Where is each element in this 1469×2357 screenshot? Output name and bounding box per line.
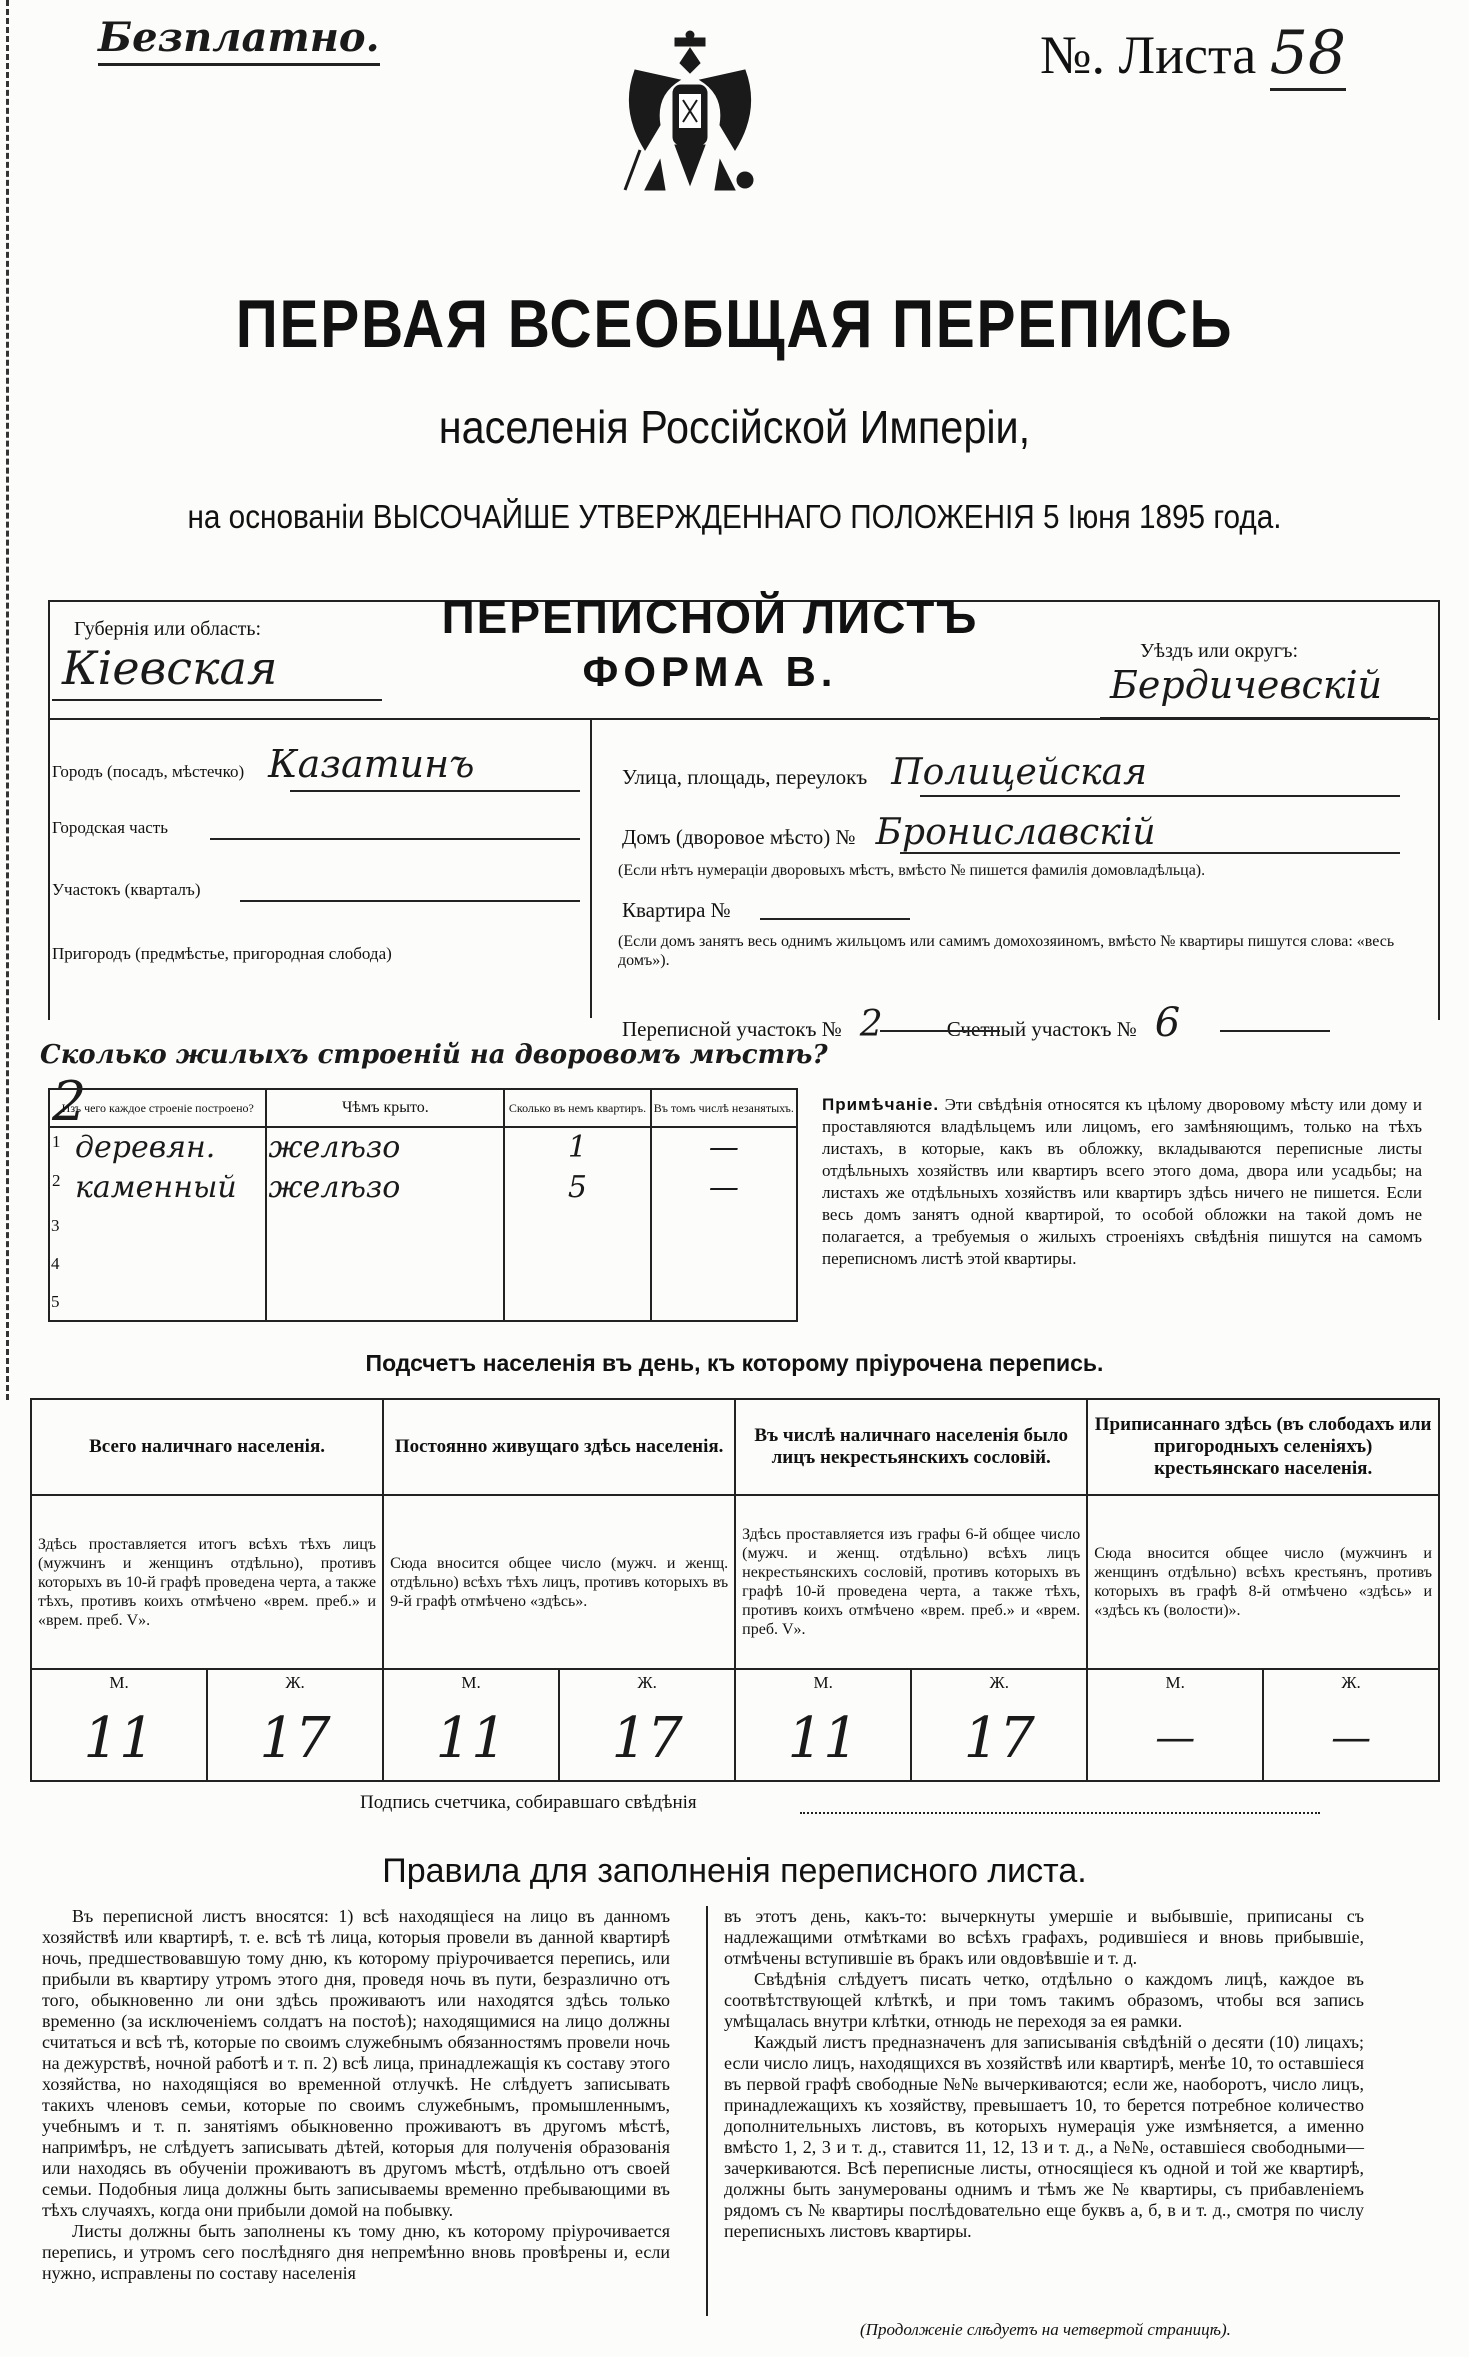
chast-row[interactable] <box>52 818 582 838</box>
table-row <box>49 1245 797 1283</box>
bt-material: деревян. <box>75 1130 216 1165</box>
bt-header-apartments: Сколько въ немъ квартиръ. <box>504 1089 650 1127</box>
bt-material-cell <box>49 1207 266 1245</box>
rules-right-p2: Свѣдѣнія слѣдуетъ писать четко, отдѣльно о каждомъ лицѣ, каждое въ соотвѣтствующей клѣткѣ, и при томъ такимъ образомъ, чтобы вся запись умѣщалась внутри клѣтки, отнюдь не переходя за ея рамки. <box>724 1969 1364 2031</box>
count-title: Подсчетъ населенія въ день, къ которому пріурочена перепись. <box>365 1350 1104 1376</box>
bt-row-number: 2 <box>52 1171 61 1190</box>
count-total-m: 11 <box>32 1696 207 1780</box>
dom-underline <box>900 852 1400 854</box>
count-values-cell <box>735 1669 1087 1781</box>
bt-apts: 5 <box>567 1169 588 1205</box>
form-title-line2: ФОРМА В. <box>582 648 838 695</box>
count-head-cell <box>383 1399 735 1495</box>
bt-roof-cell <box>266 1207 504 1245</box>
count-zh-label: Ж. <box>1341 1673 1361 1692</box>
count-desc-cell <box>1087 1495 1439 1669</box>
ulica-underline <box>920 795 1400 797</box>
count-permanent-m: 11 <box>384 1696 559 1780</box>
table-row <box>49 1127 797 1167</box>
gorod-value: Казатинъ <box>268 742 475 786</box>
dom-row[interactable] <box>622 812 1422 853</box>
imperial-eagle-emblem <box>615 30 765 215</box>
dom-note: (Если нѣтъ нумераціи дворовыхъ мѣстъ, вмѣсто № пишется фамилія домовладѣльца). <box>618 862 1206 879</box>
count-desc-total: Здѣсь проставляется итогъ всѣхъ тѣхъ лицъ (мужчинъ и женщинъ отдѣльно), противъ которыхъ въ 10-й графѣ проведена черта, а также тѣхъ, противъ коихъ отмѣчено «врем. преб.» и «врем. преб. V». <box>38 1535 377 1629</box>
buildings-table <box>48 1088 798 1322</box>
buildings-label: Сколько жилыхъ строеній на дворовомъ мѣстѣ? <box>40 1040 828 1070</box>
uchastok-underline <box>240 900 580 902</box>
count-head-peasant: Приписаннаго здѣсь (въ слободахъ или пригородныхъ селеніяхъ) крестьянскаго населенія. <box>1094 1414 1432 1479</box>
gorod-row[interactable] <box>52 742 582 786</box>
sheet-number-value: 58 <box>1270 18 1346 91</box>
bt-material: каменный <box>75 1169 237 1205</box>
rules-title: Правила для заполненія переписного листа. <box>382 1852 1087 1890</box>
rules-right-p3: Каждый листъ предназначенъ для записыванія свѣдѣній о десяти (10) лицахъ; если число лицъ, находящихся въ хозяйствѣ или квартирѣ, менѣе 10, то оставшіеся въ первой графѣ свободные №№ вычеркиваются; если же, наоборотъ, число лицъ, принадлежащихъ къ хозяйству, превышаетъ 10, то берется потребное количество дополнительныхъ листовъ, въ которыхъ нумерація уже измѣняется, а именно вмѣсто 1, 2, 3 и т. д., ставится 11, 12, 13 и т. д., а №№, оставшіеся свободными—зачеркиваются. Всѣ переписные листы, относящіеся къ одной и той же квартирѣ, должны быть занумерованы однимъ и тѣмъ же № квартиры, съ прибавленіемъ рядомъ съ № квартиры послѣдовательно еще буквъ а, б, в и т. д., смотря по числу переписныхъ листовъ квартиры. <box>724 2032 1364 2241</box>
bt-empty-cell <box>651 1283 797 1321</box>
bt-material-cell <box>49 1245 266 1283</box>
count-table <box>30 1398 1440 1782</box>
form-title <box>400 590 1020 696</box>
count-desc-nonpeasant: Здѣсь проставляется изъ графы 6-й общее число (мужч. и женщ. отдѣльно) всѣхъ лицъ некрестьянскихъ сословій, противъ которыхъ въ графѣ 10-й проведена черта, а также тѣхъ, противъ коихъ отмѣчено «врем. преб.» и «врем. преб. V». <box>742 1526 1081 1638</box>
count-values-cell <box>383 1669 735 1781</box>
count-peasant-m: — <box>1088 1696 1263 1780</box>
count-zh-label: Ж. <box>285 1673 305 1692</box>
bt-empty-cell <box>651 1127 797 1167</box>
count-head-cell <box>1087 1399 1439 1495</box>
count-head-cell <box>31 1399 383 1495</box>
gorod-underline <box>290 790 580 792</box>
signature-row[interactable] <box>360 1792 1360 1814</box>
uchastok-row[interactable] <box>52 880 582 900</box>
legal-basis: на основаніи ВЫСОЧАЙШЕ УТВЕРЖДЕННАГО ПОЛОЖЕНІЯ 5 Іюня 1895 года. <box>187 498 1282 535</box>
count-head-permanent: Постоянно живущаго здѣсь населенія. <box>394 1436 724 1457</box>
bt-apts-cell <box>504 1167 650 1207</box>
note-block <box>822 1094 1422 1270</box>
rules-right-column <box>724 1906 1364 2242</box>
bt-apts-cell <box>504 1127 650 1167</box>
note-label: Примѣчаніе. <box>822 1095 940 1114</box>
sheet-number <box>1040 18 1346 88</box>
form-left-divider <box>48 718 1438 720</box>
bt-apts-cell <box>504 1283 650 1321</box>
kvartira-label: Квартира № <box>622 898 731 922</box>
signature-label: Подпись счетчика, собиравшаго свѣдѣнія <box>360 1792 697 1813</box>
chast-underline <box>210 838 580 840</box>
bt-apts-cell <box>504 1245 650 1283</box>
bt-header-empty: Въ томъ числѣ незанятыхъ. <box>651 1089 797 1127</box>
table-row <box>49 1207 797 1245</box>
bt-row-number: 1 <box>52 1132 61 1151</box>
uchastok-label: Участокъ (кварталъ) <box>52 880 201 899</box>
count-nonpeasant-zh: 17 <box>963 1705 1035 1771</box>
page-subtitle: населенія Россійской Имперіи, <box>438 401 1031 453</box>
count-m-label: М. <box>1088 1670 1263 1696</box>
free-label: Безплатно. <box>98 14 380 66</box>
form-column-divider <box>590 718 592 1018</box>
sheet-number-label: №. Листа <box>1040 25 1257 85</box>
count-nonpeasant-m: 11 <box>736 1696 911 1780</box>
guberniya-field[interactable] <box>52 618 382 701</box>
kvartira-note: (Если домъ занятъ весь однимъ жильцомъ или самимъ домохозяиномъ, вмѣсто № квартиры пишутся слова: «весь домъ»). <box>618 933 1395 969</box>
count-zh-label: Ж. <box>989 1673 1009 1692</box>
ulica-label: Улица, площадь, переулокъ <box>622 765 868 789</box>
uezd-value: Бердичевскій <box>1100 663 1430 719</box>
ulica-row[interactable] <box>622 752 1422 793</box>
bt-apts-cell <box>504 1207 650 1245</box>
bt-empty-cell <box>651 1207 797 1245</box>
guberniya-label: Губернія или область: <box>74 618 262 640</box>
chast-label: Городская часть <box>52 818 168 837</box>
count-desc-peasant: Сюда вносится общее число (мужчинъ и женщинъ отдѣльно) всѣхъ крестьянъ, противъ которыхъ въ графѣ 8-й отмѣчено «здѣсь» и «здѣсь къ (волости)». <box>1094 1545 1432 1619</box>
bt-roof: желѣзо <box>268 1169 401 1205</box>
bt-material-cell <box>49 1283 266 1321</box>
ulica-value: Полицейская <box>891 752 1147 793</box>
page-title: ПЕРВАЯ ВСЕОБЩАЯ ПЕРЕПИСЬ <box>235 286 1234 362</box>
count-m-label: М. <box>736 1670 911 1696</box>
bt-row-number: 5 <box>51 1291 60 1311</box>
bt-empty-cell <box>651 1167 797 1207</box>
schetny-label: Счетный участокъ № <box>946 1017 1137 1041</box>
rules-left-column <box>42 1906 670 2284</box>
count-head-nonpeasant: Въ числѣ наличнаго населенія было лицъ некрестьянскихъ сословій. <box>754 1425 1069 1468</box>
left-margin-dashes <box>6 0 9 1400</box>
perepisnoy-label: Переписной участокъ № <box>622 1017 842 1041</box>
uezd-label: Уѣздъ или округъ: <box>1140 640 1299 662</box>
rules-left-p2: Листы должны быть заполнены къ тому дню, къ которому пріурочивается перепись, и утромъ сего послѣдняго дня непремѣнно вновь провѣрены и, если нужно, исправлены по составу населенія <box>42 2221 670 2283</box>
buildings-value: 2 <box>52 1070 87 1133</box>
count-permanent-zh: 17 <box>611 1705 683 1771</box>
kvartira-underline <box>760 918 910 920</box>
schetny-value: 6 <box>1154 1000 1181 1046</box>
bt-material-cell <box>49 1127 266 1167</box>
form-left-rule <box>48 600 50 1020</box>
guberniya-value: Кіевская <box>52 641 382 701</box>
count-desc-cell <box>383 1495 735 1669</box>
bt-roof: желѣзо <box>268 1130 401 1165</box>
gorod-label: Городъ (посадъ, мѣстечко) <box>52 762 245 781</box>
bt-roof-cell <box>266 1167 504 1207</box>
bt-empty-cell <box>651 1245 797 1283</box>
perepisnoy-underline <box>880 1030 1000 1032</box>
bt-empty: — <box>708 1130 739 1165</box>
perepisnoy-value: 2 <box>859 1004 883 1045</box>
bt-roof-cell <box>266 1245 504 1283</box>
count-total-zh: 17 <box>259 1705 331 1771</box>
count-peasant-zh: — <box>1331 1715 1372 1761</box>
rules-left-p1: Въ переписной листъ вносятся: 1) всѣ находящіеся на лицо въ данномъ хозяйствѣ или квартирѣ, т. е. всѣ тѣ лица, которыя провели въ данной квартирѣ ночь, предшествовавшую тому дню, къ которому пріурочивается перепись, или прибыли въ квартиру утромъ этого дня, проведя ночь въ пути, безразлично отъ того, обыкновенно ли они здѣсь проживаютъ или находятся здѣсь только временно (за исключеніемъ солдатъ на постоѣ); находящимися на лицо должны считаться и всѣ тѣ, которые по своимъ служебнымъ обязанностямъ провели ночь на дежурствѣ, ночной работѣ и т. п. 2) всѣ лица, принадлежащія къ составу этого хозяйства, но находящіяся во временной отлучкѣ. Не слѣдуетъ записывать такихъ членовъ семьи, которые по своимъ служебнымъ, промышленнымъ, учебнымъ и т. п. занятіямъ обыкновенно проживаютъ въ другомъ мѣстѣ, напримѣръ, не слѣдуетъ записывать дѣтей, которыя для полученія образованія или находясь въ обученіи проживаютъ въ другомъ мѣстѣ, отдѣльно отъ своей семьи. Подобныя лица должны быть записываемы временно пребывающими въ тѣхъ случаяхъ, когда они прибыли домой на побывку. <box>42 1906 670 2220</box>
count-values-cell <box>1087 1669 1439 1781</box>
form-right-rule <box>1438 600 1440 1020</box>
bt-row-number: 4 <box>51 1254 60 1273</box>
count-values-cell <box>31 1669 383 1781</box>
table-row <box>49 1167 797 1207</box>
bt-row-number: 3 <box>51 1216 60 1235</box>
bt-header-material: Изъ чего каждое строеніе построено? <box>49 1089 266 1127</box>
bt-roof-cell <box>266 1127 504 1167</box>
dom-label: Домъ (дворовое мѣсто) № <box>622 825 856 849</box>
count-m-label: М. <box>32 1670 207 1696</box>
prigorod-row[interactable] <box>52 944 582 964</box>
count-zh-label: Ж. <box>637 1673 657 1692</box>
rules-right-p1: въ этотъ день, какъ-то: вычеркнуты умершіе и выбывшіе, приписаны съ надлежащими отмѣтками во всѣхъ графахъ, родившіеся и вновь прибывшіе, отмѣчены вступившіе въ бракъ или овдовѣвшіе и т. д. <box>724 1906 1364 1968</box>
count-desc-permanent: Сюда вносится общее число (мужч. и женщ. отдѣльно) всѣхъ тѣхъ лицъ, противъ которыхъ въ 9-й графѣ отмѣчено «здѣсь». <box>390 1554 729 1610</box>
bt-empty: — <box>708 1169 739 1205</box>
uezd-field[interactable] <box>1100 640 1430 719</box>
bt-material-cell <box>49 1167 266 1207</box>
dom-value: Брониславскій <box>875 812 1156 853</box>
count-m-label: М. <box>384 1670 559 1696</box>
prigorod-label: Пригородъ (предмѣстье, пригородная слобода) <box>52 944 392 963</box>
schetny-underline <box>1220 1030 1330 1032</box>
table-row <box>49 1283 797 1321</box>
count-desc-cell <box>735 1495 1087 1669</box>
rules-column-divider <box>706 1906 708 2316</box>
signature-underline <box>800 1812 1320 1814</box>
bt-roof-cell <box>266 1283 504 1321</box>
note-text: Эти свѣдѣнія относятся къ цѣлому дворовому мѣсту или дому и проставляются владѣльцемъ или лицомъ, его замѣняющимъ, только на тѣхъ листахъ, в которые, какъ въ обложку, вкладываются переписные листы отдѣльныхъ хозяйствъ или квартиръ всего этого дома, двора или усадьбы; на листахъ же отдѣльныхъ хозяйствъ или квартиръ здѣсь ничего не пишется. Если весь домъ занятъ одной квартирой, то особой обложки на такой домъ не полагается, а требуемыя о жилыхъ строеніяхъ свѣдѣнія пишутся на самомъ переписномъ листѣ этой квартиры. <box>822 1095 1422 1268</box>
form-title-line1: ПЕРЕПИСНОЙ ЛИСТЪ <box>441 591 979 643</box>
count-head-total: Всего наличнаго населенія. <box>89 1436 325 1457</box>
count-head-cell <box>735 1399 1087 1495</box>
rules-continued: (Продолженіе слѣдуетъ на четвертой страницѣ). <box>860 2320 1231 2339</box>
bt-apts: 1 <box>567 1130 588 1165</box>
count-desc-cell <box>31 1495 383 1669</box>
bt-header-roof: Чѣмъ крыто. <box>266 1089 504 1127</box>
